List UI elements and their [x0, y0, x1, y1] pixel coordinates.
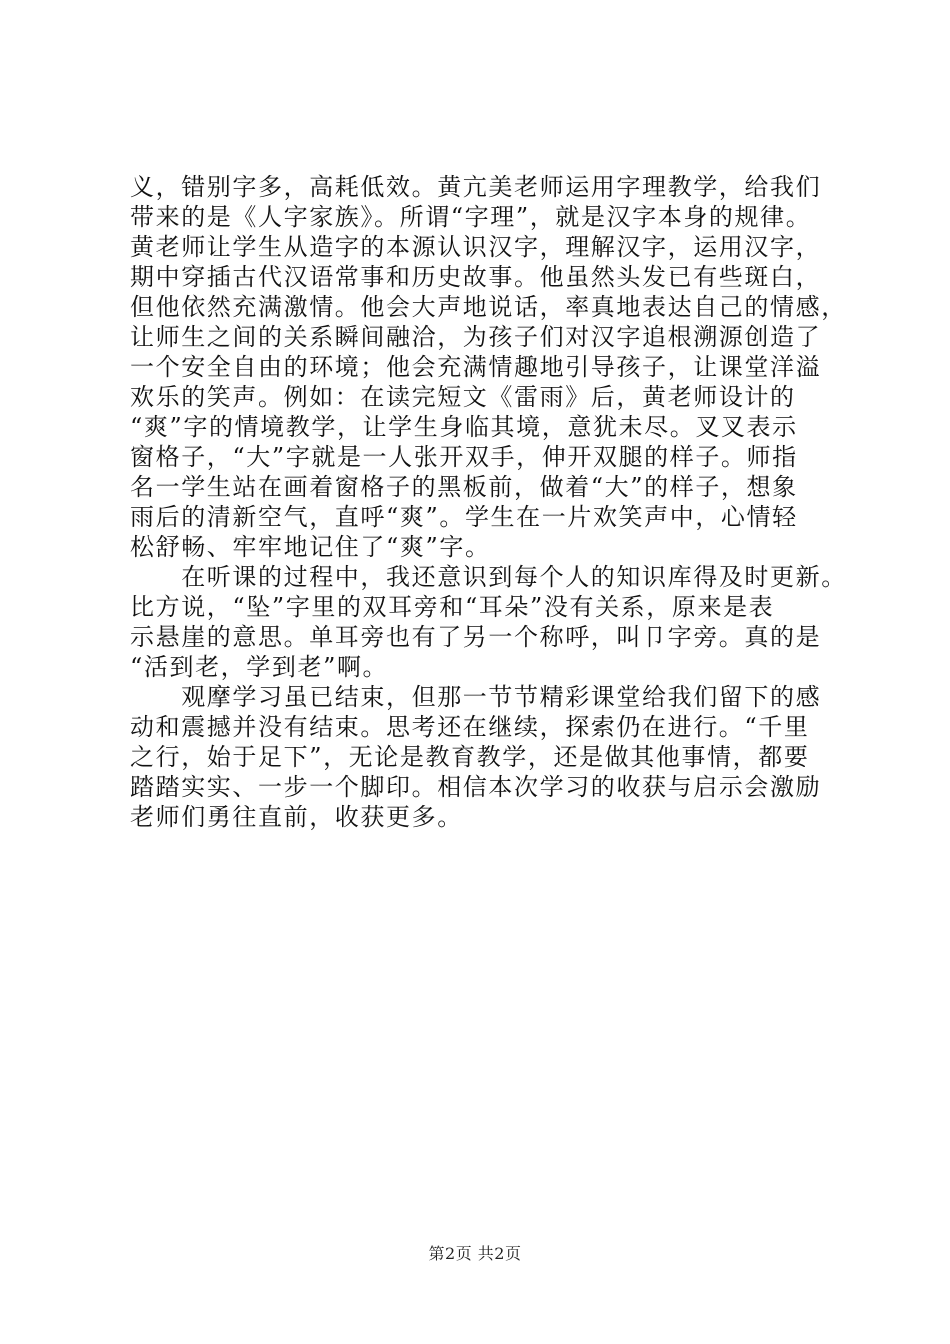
- paragraph-start-line: 观摩学习虽已结束，但那一节节精彩课堂给我们留下的感: [130, 683, 822, 711]
- text-line: 动和震撼并没有结束。思考还在继续，探索仍在进行。“千里: [130, 713, 810, 741]
- text-line: 踏踏实实、一步一个脚印。相信本次学习的收获与启示会激励: [130, 773, 822, 801]
- text-line: 但他依然充满激情。他会大声地说话，率真地表达自己的情感，: [130, 293, 847, 321]
- document-body: [130, 172, 847, 832]
- text-line: 老师们勇往直前，收获更多。: [130, 803, 463, 831]
- text-line: 欢乐的笑声。例如：在读完短文《雷雨》后，黄老师设计的: [130, 383, 796, 411]
- text-line: 一个安全自由的环境；他会充满情趣地引导孩子，让课堂洋溢: [130, 353, 822, 381]
- text-line: 期中穿插古代汉语常事和历史故事。他虽然头发已有些斑白，: [130, 263, 822, 291]
- page-number-footer: 第2页 共2页: [428, 1244, 522, 1263]
- text-line: 窗格子，“大”字就是一人张开双手，伸开双腿的样子。师指: [130, 443, 798, 471]
- text-line: 松舒畅、牢牢地记住了“爽”字。: [130, 533, 491, 561]
- text-line: 带来的是《人字家族》。所谓“字理”，就是汉字本身的规律。: [130, 203, 812, 231]
- text-line: 义，错别字多，高耗低效。黄亢美老师运用字理教学，给我们: [130, 173, 822, 201]
- text-line: 黄老师让学生从造字的本源认识汉字，理解汉字，运用汉字，: [130, 233, 822, 261]
- text-line: 比方说，“坠”字里的双耳旁和“耳朵”没有关系，原来是表: [130, 593, 775, 621]
- text-line: 名一学生站在画着窗格子的黑板前，做着“大”的样子，想象: [130, 473, 798, 501]
- paragraph-start-line: 在听课的过程中，我还意识到每个人的知识库得及时更新。: [130, 563, 847, 591]
- text-line: 之行，始于足下”，无论是教育教学，还是做其他事情，都要: [130, 743, 810, 771]
- text-line: 雨后的清新空气，直呼“爽”。学生在一片欢笑声中，心情轻: [130, 503, 798, 531]
- text-line: 示悬崖的意思。单耳旁也有了另一个称呼，叫卩字旁。真的是: [130, 623, 822, 651]
- text-line: “活到老，学到老”啊。: [130, 653, 389, 681]
- text-line: 让师生之间的关系瞬间融洽，为孩子们对汉字追根溯源创造了: [130, 323, 822, 351]
- text-line: “爽”字的情境教学，让学生身临其境，意犹未尽。叉叉表示: [130, 413, 798, 441]
